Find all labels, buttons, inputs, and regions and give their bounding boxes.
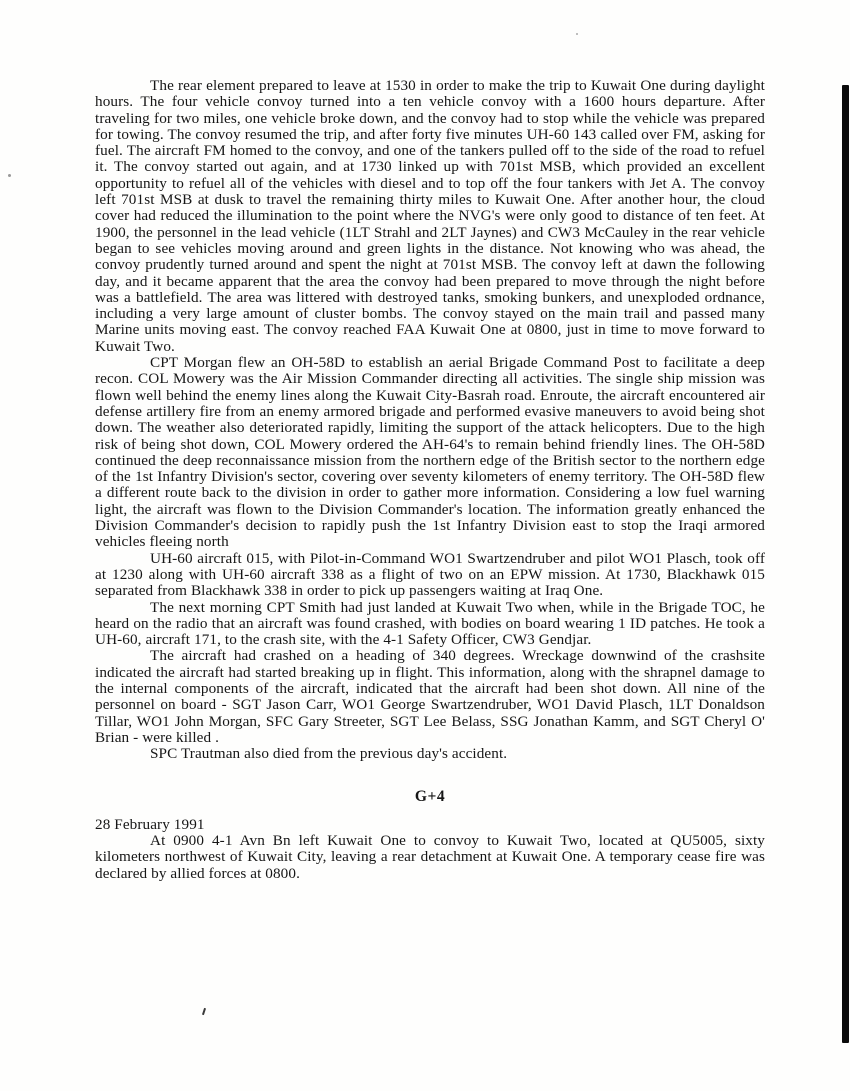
paragraph: The rear element prepared to leave at 1530 in order to make the trip to Kuwait One during daylight hours. The four vehicle convoy turned into a ten vehicle convoy with a 1600 hours departure. After traveling for two miles, one vehicle broke down, and the convoy had to stop while the vehicle was prepared for towing. The convoy resumed the trip, and after forty five minutes UH-60 143 called over FM, asking for fuel. The aircraft FM homed to the convoy, and one of the tankers pulled off to the side of the road to refuel it. The convoy started out again, and at 1730 linked up with 701st MSB, which provided an excellent opportunity to refuel all of the vehicles with diesel and to top off the four tankers with Jet A. The convoy left 701st MSB at dusk to travel the remaining thirty miles to Kuwait One. After another hour, the cloud cover had reduced the illumination to the point where the NVG's were only good to distance of ten feet. At 1900, the personnel in the lead vehicle (1LT Strahl and 2LT Jaynes) and CW3 McCauley in the rear vehicle began to see vehicles moving around and green lights in the distance. Not knowing who was ahead, the convoy prudently turned around and spent the night at 701st MSB. The convoy left at dawn the following day, and it became apparent that the area the convoy had been prepared to move through the night before was a battlefield. The area was littered with destroyed tanks, smoking bunkers, and unexploded ordnance, including a very large amount of cluster bombs. The convoy stayed on the main trail and passed many Marine units moving east. The convoy reached FAA Kuwait One at 0800, just in time to move forward to Kuwait Two. [95, 77, 765, 355]
document-body [95, 78, 765, 882]
closing-paragraph: At 0900 4-1 Avn Bn left Kuwait One to convoy to Kuwait Two, located at QU5005, sixty kilometers northwest of Kuwait City, leaving a rear detachment at Kuwait One. A temporary cease fire was declared by allied forces at 0800. [95, 832, 765, 882]
scan-speck [202, 1008, 206, 1015]
date-line: 28 February 1991 [95, 815, 205, 833]
scan-speck [8, 174, 11, 177]
section-heading: G+4 [414, 788, 446, 806]
scan-edge-artifact [842, 85, 849, 1043]
paragraph: UH-60 aircraft 015, with Pilot-in-Command WO1 Swartzendruber and pilot WO1 Plasch, took off at 1230 along with UH-60 aircraft 338 as a flight of two on an EPW mission. At 1730, Blackhawk 015 separated from Blackhawk 338 in order to pick up passengers waiting at Iraq One. [95, 549, 765, 600]
paragraph: SPC Trautman also died from the previous day's accident. [150, 745, 508, 763]
paragraph: The next morning CPT Smith had just landed at Kuwait Two when, while in the Brigade TOC, he heard on the radio that an aircraft was found crashed, with bodies on board wearing 1 ID patches. He took a UH-60, aircraft 171, to the crash site, with the 4-1 Safety Officer, CW3 Gendjar. [95, 598, 765, 649]
scan-speck [576, 33, 578, 35]
paragraph: CPT Morgan flew an OH-58D to establish an aerial Brigade Command Post to facilitate a deep recon. COL Mowery was the Air Mission Commander directing all activities. The single ship mission was flown well behind the enemy lines along the Kuwait City-Basrah road. Enroute, the aircraft encountered air defense artillery fire from an enemy armored brigade and performed evasive maneuvers to avoid being shot down. The weather also deteriorated rapidly, limiting the support of the attack helicopters. Due to the high risk of being shot down, COL Mowery ordered the AH-64's to remain behind friendly lines. The OH-58D continued the deep reconnaissance mission from the northern edge of the British sector to the northern edge of the 1st Infantry Division's sector, covering over seventy kilometers of enemy territory. The OH-58D flew a different route back to the division in order to gather more information. Considering a low fuel warning light, the aircraft was flown to the Division Commander's location. The information greatly enhanced the Division Commander's decision to rapidly push the 1st Infantry Division east to stop the Iraqi armored vehicles fleeing north [95, 354, 765, 551]
paragraph: The aircraft had crashed on a heading of 340 degrees. Wreckage downwind of the crashsite indicated the aircraft had started breaking up in flight. This information, along with the shrapnel damage to the internal components of the aircraft, indicated that the aircraft had been shot down. All nine of the personnel on board - SGT Jason Carr, WO1 George Swartzendruber, WO1 David Plasch, 1LT Donaldson Tillar, WO1 John Morgan, SFC Gary Streeter, SGT Lee Belass, SSG Jonathan Kamm, and SGT Cheryl O' Brian - were killed . [95, 647, 765, 746]
